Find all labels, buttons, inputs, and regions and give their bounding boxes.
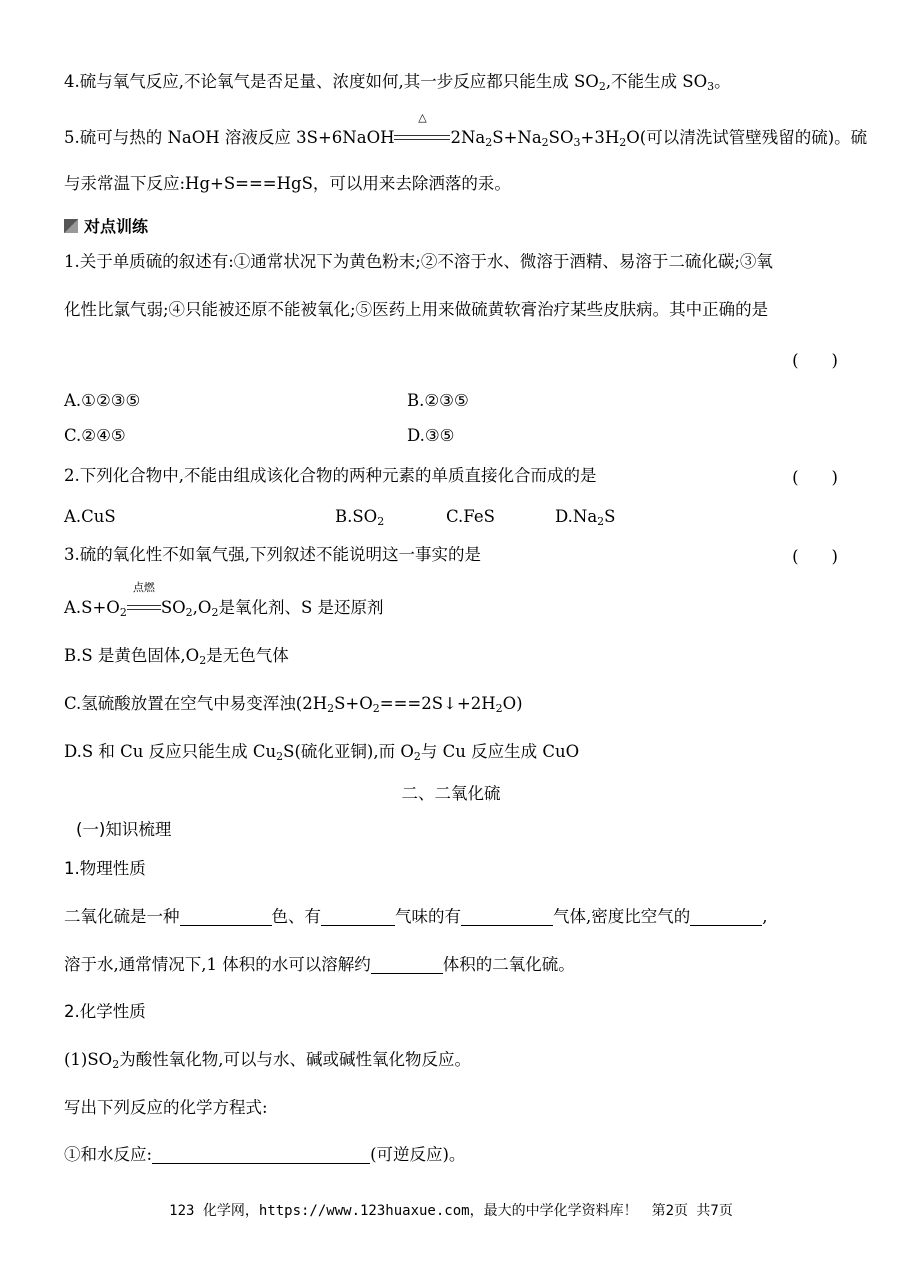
q1-stem-line-2: 化性比氯气弱;④只能被还原不能被氧化;⑤医药上用来做硫黄软膏治疗某些皮肤病。其中正确的是	[64, 300, 769, 319]
q1-stem-line-1: 1.关于单质硫的叙述有:①通常状况下为黄色粉末;②不溶于水、微溶于酒精、易溶于二硫化碳;③氧	[64, 252, 773, 271]
point-5	[64, 111, 868, 150]
chem-prop-1	[64, 1048, 838, 1072]
q3-option-d	[64, 740, 838, 764]
fill-blank-toxicity[interactable]	[461, 907, 553, 926]
fill-blank-odor[interactable]	[321, 907, 395, 926]
text: 气味的有	[395, 907, 461, 926]
option-text: 是氧化剂、S 是还原剂	[218, 598, 384, 617]
subscript: 2	[276, 750, 284, 763]
eq-part: O(可以清洗试管壁残留的硫)。硫	[626, 128, 868, 147]
section-2-title: 二、二氧化硫	[401, 784, 501, 803]
option-text: A.S+O	[64, 598, 120, 617]
subscript: 2	[112, 1058, 120, 1071]
q2-option-d	[555, 505, 615, 529]
q2-option-c: C.FeS	[446, 507, 495, 526]
option-text: S	[604, 507, 616, 526]
q1-option-d: D.③⑤	[407, 426, 455, 445]
q2-stem: 2.下列化合物中,不能由组成该化合物的两种元素的单质直接化合而成的是	[64, 466, 597, 485]
text: 为酸性氧化物,可以与水、碱或碱性氧化物反应。	[119, 1050, 471, 1069]
heat-condition: △	[418, 111, 427, 124]
option-text: ,O	[192, 598, 212, 617]
text: (1)SO	[64, 1050, 113, 1069]
fill-blank-solubility[interactable]	[371, 955, 443, 974]
bookmark-icon	[64, 219, 78, 233]
eq-part: +3H	[580, 128, 620, 147]
text: 体积的二氧化硫。	[442, 955, 575, 974]
point-4-text-end: 。	[714, 72, 731, 91]
subscript: 2	[327, 702, 335, 715]
section-title: 对点训练	[84, 217, 149, 236]
option-text: 与 Cu 反应生成 CuO	[420, 742, 580, 761]
text: ①和水反应:	[64, 1145, 153, 1164]
subscript: 2	[485, 136, 493, 149]
q3-option-c	[64, 692, 838, 716]
eq-part: SO	[548, 128, 574, 147]
option-text: S(硫化亚铜),而 O	[283, 742, 414, 761]
subscript: 2	[495, 702, 503, 715]
option-text: SO	[160, 598, 186, 617]
subscript: 2	[185, 606, 193, 619]
subscript: 2	[541, 136, 549, 149]
reaction-with-water	[64, 1143, 838, 1167]
option-text: B.SO	[335, 507, 378, 526]
text: 二氧化硫是一种	[64, 907, 180, 926]
subscript: 3	[707, 80, 715, 93]
q3-answer-bracket: ( )	[792, 547, 838, 566]
physical-properties-line-1	[64, 905, 838, 929]
option-text: S+O	[334, 694, 373, 713]
q3-stem: 3.硫的氧化性不如氧气强,下列叙述不能说明这一事实的是	[64, 545, 481, 564]
reaction-arrow	[127, 581, 161, 620]
subscript: 3	[573, 136, 581, 149]
point-5-text: 5.硫可与热的 NaOH 溶液反应 3S+6NaOH	[64, 128, 395, 147]
option-text: B.S 是黄色固体,O	[64, 646, 200, 665]
chemical-properties-heading: 2.化学性质	[64, 1002, 146, 1021]
subscript: 2	[211, 606, 219, 619]
subscript: 2	[598, 80, 606, 93]
q1-answer-bracket: ( )	[792, 351, 838, 370]
fill-blank-equation[interactable]	[152, 1145, 370, 1164]
q1-option-a: A.①②③⑤	[64, 391, 141, 410]
subscript: 2	[119, 606, 127, 619]
text: (可逆反应)。	[370, 1145, 466, 1164]
ignite-condition: 点燃	[132, 581, 155, 594]
subscript: 2	[597, 515, 605, 528]
knowledge-heading: (一)知识梳理	[76, 820, 172, 839]
point-4	[64, 70, 838, 94]
q3-option-a	[64, 581, 838, 620]
option-text: D.S 和 Cu 反应只能生成 Cu	[64, 742, 277, 761]
option-text: C.氢硫酸放置在空气中易变浑浊(2H	[64, 694, 328, 713]
physical-properties-line-2	[64, 953, 838, 977]
text: 溶于水,通常情况下,1 体积的水可以溶解约	[64, 955, 371, 974]
text: 色、有	[271, 907, 321, 926]
option-text: O)	[502, 694, 523, 713]
q1-option-c: C.②④⑤	[64, 426, 126, 445]
q1-option-b: B.②③⑤	[407, 391, 469, 410]
fill-blank-density[interactable]	[690, 907, 762, 926]
subscript: 2	[377, 515, 385, 528]
point-5-line-2: 与汞常温下反应:Hg+S===HgS，可以用来去除洒落的汞。	[64, 174, 511, 193]
text: ,	[762, 907, 768, 926]
point-4-text-mid: ,不能生成 SO	[605, 72, 708, 91]
page-footer: 123 化学网，https://www.123huaxue.com，最大的中学化学资料库！ 第2页 共7页	[169, 1203, 733, 1219]
instruction-line: 写出下列反应的化学方程式:	[64, 1098, 268, 1117]
point-4-text: 4.硫与氧气反应,不论氧气是否足量、浓度如何,其一步反应都只能生成 SO	[64, 72, 599, 91]
eq-part: S+Na	[492, 128, 542, 147]
subscript: 2	[413, 750, 421, 763]
subscript: 2	[619, 136, 627, 149]
text: 气体,密度比空气的	[553, 907, 691, 926]
section-header	[64, 214, 148, 237]
option-text: 是无色气体	[206, 646, 289, 665]
q3-option-b	[64, 644, 838, 668]
q2-option-a: A.CuS	[64, 507, 116, 526]
q2-answer-bracket: ( )	[792, 468, 838, 487]
q2-option-b	[335, 505, 384, 529]
fill-blank-color[interactable]	[180, 907, 272, 926]
subscript: 2	[372, 702, 380, 715]
eq-part: 2Na	[450, 128, 486, 147]
option-text: D.Na	[555, 507, 598, 526]
physical-properties-heading: 1.物理性质	[64, 859, 146, 878]
option-text: ===2S↓+2H	[379, 694, 496, 713]
reaction-arrow	[394, 111, 450, 150]
subscript: 2	[199, 654, 207, 667]
